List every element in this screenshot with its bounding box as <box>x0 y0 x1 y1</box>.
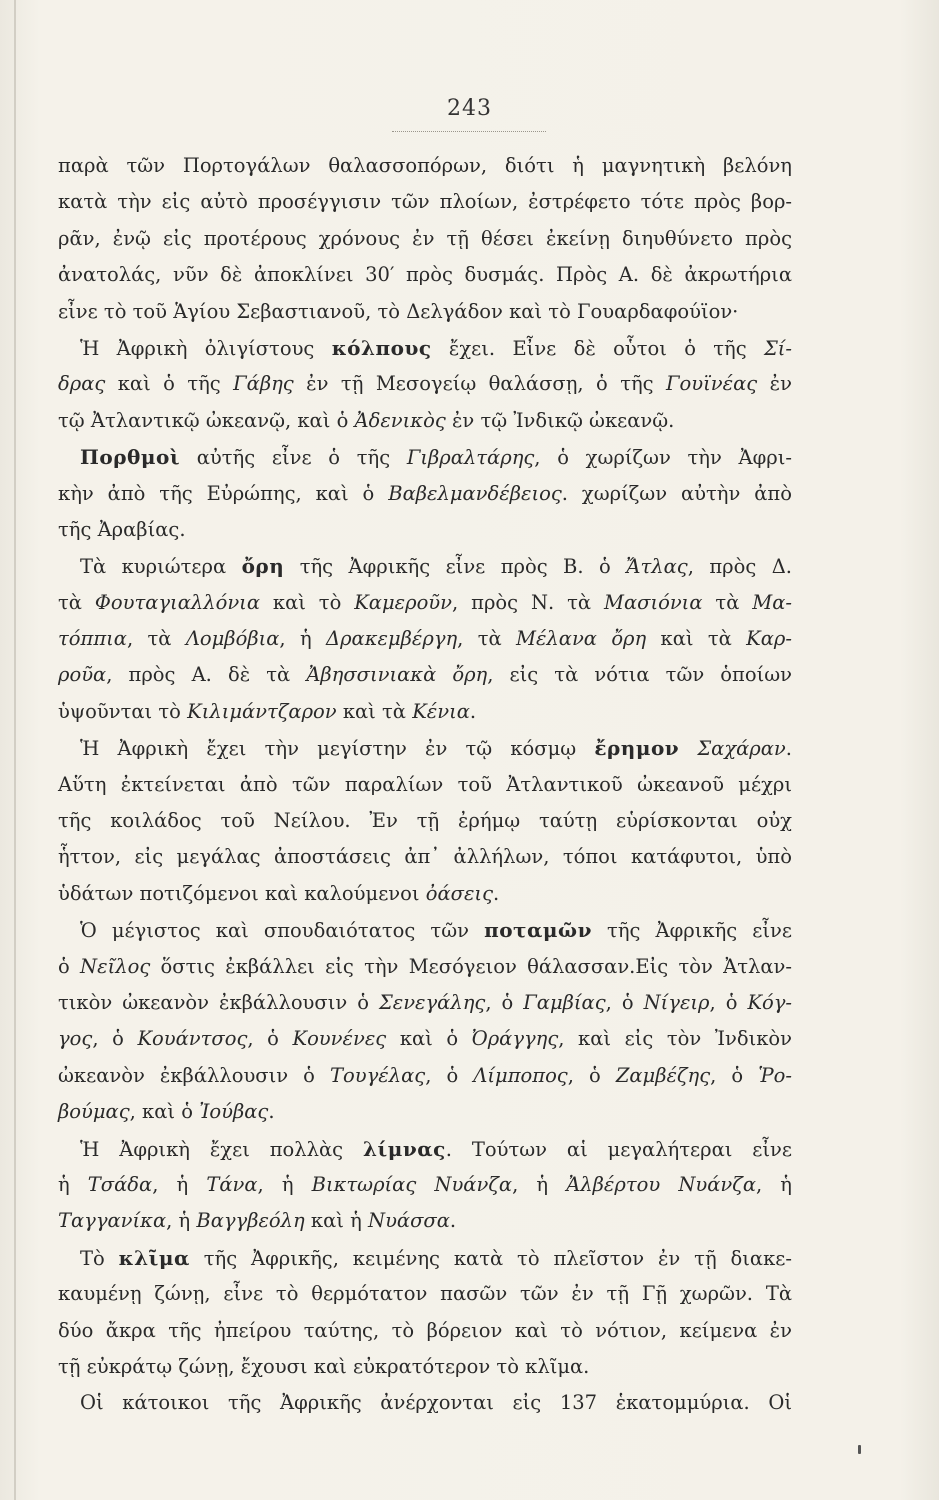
italic-term: Ῥο- <box>758 1063 793 1087</box>
text-line <box>58 1167 792 1203</box>
text-line <box>58 403 792 439</box>
text-run: , ὁ <box>485 990 524 1014</box>
text-run: , ὁ <box>567 1063 616 1087</box>
italic-term: ὀάσεις <box>425 881 494 905</box>
text-run <box>679 737 697 760</box>
text-run: , ἡ <box>166 1209 197 1233</box>
italic-term: Φουταγιαλλόνια <box>94 590 260 614</box>
italic-term: Κουνένες <box>292 1027 387 1051</box>
italic-term: Τουγέλας <box>330 1063 426 1087</box>
italic-term: γος <box>58 1027 93 1051</box>
text-run: ἔχει. Εἶνε δὲ οὗτοι ὁ τῆς <box>431 336 764 360</box>
italic-term: Ἰούβας <box>199 1100 269 1124</box>
text-run: , τὰ <box>457 627 516 651</box>
text-run: , ὁ <box>247 1027 293 1051</box>
italic-term: Μασιόνια <box>604 590 703 614</box>
text-line <box>58 694 792 730</box>
text-run: τὰ <box>58 590 95 614</box>
text-run: . <box>493 881 500 905</box>
bold-keyword: κόλπους <box>331 335 432 360</box>
text-run: καὶ τὰ <box>646 627 747 651</box>
text-run: τῆς Ἀφρικῆς εἶνε <box>591 919 792 943</box>
text-run: ὑδάτων ποτιζόμενοι καὶ καλούμενοι <box>58 881 426 905</box>
italic-term: Γάβης <box>233 372 294 396</box>
italic-term: δρας <box>58 372 106 396</box>
italic-term: Λομβόβια <box>185 627 280 651</box>
text-line <box>58 1094 792 1130</box>
italic-term: Κιλιμάντζαρον <box>187 699 337 723</box>
text-line: κατὰ τὴν εἰς αὐτὸ προσέγγισιν τῶν πλοίων, ἐστρέφετο τότε πρὸς βορ- <box>58 190 792 214</box>
text-line <box>58 912 792 948</box>
italic-term: Ἀδενικὸς <box>354 408 446 432</box>
italic-term: Καρ- <box>746 627 792 651</box>
bold-keyword: ὄρη <box>241 554 285 579</box>
text-run: καὶ τὰ <box>336 699 413 723</box>
italic-term: Ὀράγγης <box>471 1027 559 1051</box>
italic-term: Βαβελμανδέβειος <box>388 481 562 505</box>
text-run: ὅστις ἐκβάλλει εἰς τὴν Μεσόγειον θάλασσαν.Εἰς τὸν Ἀτλαν- <box>150 954 792 978</box>
binding-gutter <box>14 0 16 1500</box>
text-run: Τὸ <box>80 1246 119 1270</box>
italic-term: Νυάσσα <box>368 1209 450 1233</box>
italic-term: Ἀλβέρτου Νυάνζα <box>566 1172 756 1196</box>
italic-term: Κουάντσος <box>137 1027 248 1051</box>
text-run: , ὁ χωρίζων τὴν Ἀφρι- <box>534 446 792 470</box>
text-run: αὐτῆς εἶνε ὁ τῆς <box>180 446 407 470</box>
text-run: , πρὸς Α. δὲ τὰ <box>106 663 307 687</box>
text-line: τῇ εὐκράτῳ ζώνῃ, ἔχουσι καὶ εὐκρατότερον τὸ κλῖμα. <box>58 1354 590 1378</box>
italic-term: Νίγειρ <box>643 990 710 1014</box>
text-run: , ὁ <box>425 1063 474 1087</box>
italic-term: Ἄτλας <box>626 555 688 579</box>
text-run: . <box>449 1209 457 1233</box>
text-run: . <box>469 699 477 723</box>
text-run: , ὁ <box>605 990 644 1014</box>
italic-term: Σί- <box>763 336 792 360</box>
italic-term: Σενεγάλης <box>378 990 486 1014</box>
text-run: , ἡ <box>512 1172 567 1196</box>
text-line <box>58 1131 792 1167</box>
text-line: ρᾶν, ἐνῷ εἰς προτέρους χρόνους ἐν τῇ θέσει ἐκείνῃ διηυθύνετο πρὸς <box>58 226 792 250</box>
body-text <box>58 148 792 1422</box>
italic-term: Νεῖλος <box>80 954 151 978</box>
text-run: , πρὸς Δ. <box>687 555 792 579</box>
italic-term: Γουϊνέας <box>666 372 758 396</box>
bold-keyword: ἔρημον <box>594 736 680 761</box>
text-run: , τὰ <box>126 627 186 651</box>
text-line: τῆς κοιλάδος τοῦ Νείλου. Ἐν τῇ ἐρήμῳ ταύτῃ εὑρίσκονται οὐχ <box>58 809 792 833</box>
text-run: . χωρίζων αὐτὴν ἀπὸ <box>561 481 792 505</box>
text-line: Αὕτη ἐκτείνεται ἀπὸ τῶν παραλίων τοῦ Ἀτλαντικοῦ ὠκεανοῦ μέχρι <box>58 772 792 796</box>
text-line <box>58 657 792 693</box>
text-line <box>58 949 792 985</box>
italic-term: Γιβραλτάρης <box>406 446 535 470</box>
text-run: . <box>785 737 792 761</box>
text-line <box>58 439 792 475</box>
italic-term: τόππια <box>58 627 127 651</box>
text-line: καυμένῃ ζώνῃ, εἶνε τὸ θερμότατον πασῶν τῶν ἐν τῇ Γῇ χωρῶν. Τὰ <box>58 1282 792 1306</box>
text-run: , ἡ <box>257 1172 312 1196</box>
text-run: , εἰς τὰ νότια τῶν ὁποίων <box>487 663 792 687</box>
text-line <box>58 730 792 766</box>
italic-term: Ταγγανίκα <box>58 1209 167 1233</box>
text-run: κὴν ἀπὸ τῆς Εὐρώπης, καὶ ὁ <box>58 481 389 505</box>
text-run: ὠκεανὸν ἐκβάλλουσιν ὁ <box>58 1063 331 1087</box>
text-line <box>58 1203 792 1239</box>
italic-term: Ἀβησσινιακὰ ὄρη <box>306 663 488 687</box>
text-run: Ὁ μέγιστος καὶ σπουδαιότατος τῶν <box>80 919 485 943</box>
text-run: , καὶ εἰς τὸν Ἰνδικὸν <box>558 1027 792 1051</box>
italic-term: Κένια <box>412 699 470 723</box>
italic-term: Βαγγβεόλη <box>196 1209 305 1233</box>
text-line <box>58 876 792 912</box>
text-line: τῆς Ἀραβίας. <box>58 517 186 541</box>
text-run: ὑψοῦνται τὸ <box>58 699 188 723</box>
italic-term: Βικτωρίας Νυάνζα <box>311 1172 513 1196</box>
text-run: Ἡ Ἀφρικὴ ἔχει πολλὰς <box>80 1137 363 1161</box>
text-line: εἶνε τὸ τοῦ Ἁγίου Σεβαστιανοῦ, τὸ Δελγάδον καὶ τὸ Γουαρδαφούϊον· <box>58 299 739 323</box>
text-run: καὶ ἡ <box>304 1209 368 1233</box>
bold-keyword: κλῖμα <box>118 1245 190 1270</box>
text-run: Τὰ κυριώτερα <box>80 555 242 579</box>
text-line <box>58 330 792 366</box>
text-line: Οἱ κάτοικοι τῆς Ἀφρικῆς ἀνέρχονται εἰς 137 ἑκατομμύρια. Οἱ <box>80 1391 792 1415</box>
text-run: ἡ <box>58 1172 88 1196</box>
text-run: ἐν τῷ Ἰνδικῷ ὠκεανῷ. <box>445 408 675 432</box>
text-run: , ὁ <box>709 990 748 1014</box>
italic-term: Κόγ- <box>747 990 793 1014</box>
text-run: Ἡ Ἀφρικὴ ἔχει τὴν μεγίστην ἐν τῷ κόσμῳ <box>80 737 595 761</box>
text-line <box>58 1240 792 1276</box>
text-line <box>58 585 792 621</box>
italic-term: Μέλανα ὄρη <box>516 627 647 651</box>
text-run: τῆς Ἀφρικῆς εἶνε πρὸς Β. ὁ <box>284 555 627 579</box>
text-run: Ἡ Ἀφρικὴ ὀλιγίστους <box>80 336 332 360</box>
bold-keyword: ποταμῶν <box>484 918 592 943</box>
text-run: ἐν <box>757 372 792 396</box>
text-run: , ὁ <box>710 1063 759 1087</box>
bold-keyword: Πορθμοὶ <box>80 445 181 470</box>
text-run: τῷ Ἀτλαντικῷ ὠκεανῷ, καὶ ὁ <box>58 408 355 432</box>
italic-term: Μα- <box>752 590 792 614</box>
text-run: τικὸν ὠκεανὸν ἐκβάλλουσιν ὁ <box>58 990 379 1014</box>
text-line <box>58 621 792 657</box>
text-line <box>58 1058 792 1094</box>
text-line: ἧττον, εἰς μεγάλας ἀποστάσεις ἀπ᾽ ἀλλήλων, τόποι κατάφυτοι, ὑπὸ <box>58 845 792 869</box>
text-run: , ἡ <box>279 627 326 651</box>
italic-term: ροῦα <box>58 663 107 687</box>
text-run: ὁ <box>58 954 81 978</box>
italic-term: Τάνα <box>206 1172 258 1196</box>
text-run: , καὶ ὁ <box>129 1100 200 1124</box>
text-run: . Τούτων αἱ μεγαλήτεραι εἶνε <box>445 1137 793 1161</box>
text-run: καὶ τὸ <box>260 590 355 614</box>
text-line: ἀνατολάς, νῦν δὲ ἀποκλίνει 30′ πρὸς δυσμάς. Πρὸς Α. δὲ ἀκρωτήρια <box>58 263 792 287</box>
page-number: 243 <box>447 96 492 121</box>
text-line <box>58 548 792 584</box>
italic-term: Λίμποπος <box>473 1063 568 1087</box>
text-run: τῆς Ἀφρικῆς, κειμένης κατὰ τὸ πλεῖστον ἐν τῇ διακε- <box>189 1246 792 1270</box>
text-run: , ἡ <box>756 1172 792 1196</box>
italic-term: Δρακεμβέργη <box>325 627 458 651</box>
text-line: δύο ἄκρα τῆς ἠπείρου ταύτης, τὸ βόρειον καὶ τὸ νότιον, κείμενα ἐν <box>58 1318 792 1342</box>
italic-term: Γαμβίας <box>523 990 606 1014</box>
text-run: , πρὸς Ν. τὰ <box>452 590 604 614</box>
text-line <box>58 985 792 1021</box>
text-run: τὰ <box>702 590 753 614</box>
text-run: . <box>268 1100 275 1124</box>
text-run: ἐν τῇ Μεσογείῳ θαλάσσῃ, ὁ τῆς <box>293 372 667 396</box>
text-line <box>58 366 792 402</box>
ink-mark <box>858 1445 861 1454</box>
text-line: παρὰ τῶν Πορτογάλων θαλασσοπόρων, διότι ἡ μαγνητικὴ βελόνη <box>58 154 792 177</box>
italic-term: Καμεροῦν <box>354 590 453 614</box>
text-run: καὶ ὁ τῆς <box>105 372 234 396</box>
italic-term: Ζαμβέζης <box>615 1063 711 1087</box>
italic-term: Σαχάραν <box>697 737 786 761</box>
text-run: , ὁ <box>92 1027 138 1051</box>
text-line <box>58 1021 792 1057</box>
italic-term: Τσάδα <box>87 1172 153 1196</box>
text-line <box>58 476 792 512</box>
italic-term: βούμας <box>58 1100 130 1124</box>
bold-keyword: λίμνας <box>363 1136 446 1161</box>
text-run: , ἡ <box>152 1172 207 1196</box>
text-run: καὶ ὁ <box>386 1027 472 1051</box>
header-rule <box>392 131 546 132</box>
